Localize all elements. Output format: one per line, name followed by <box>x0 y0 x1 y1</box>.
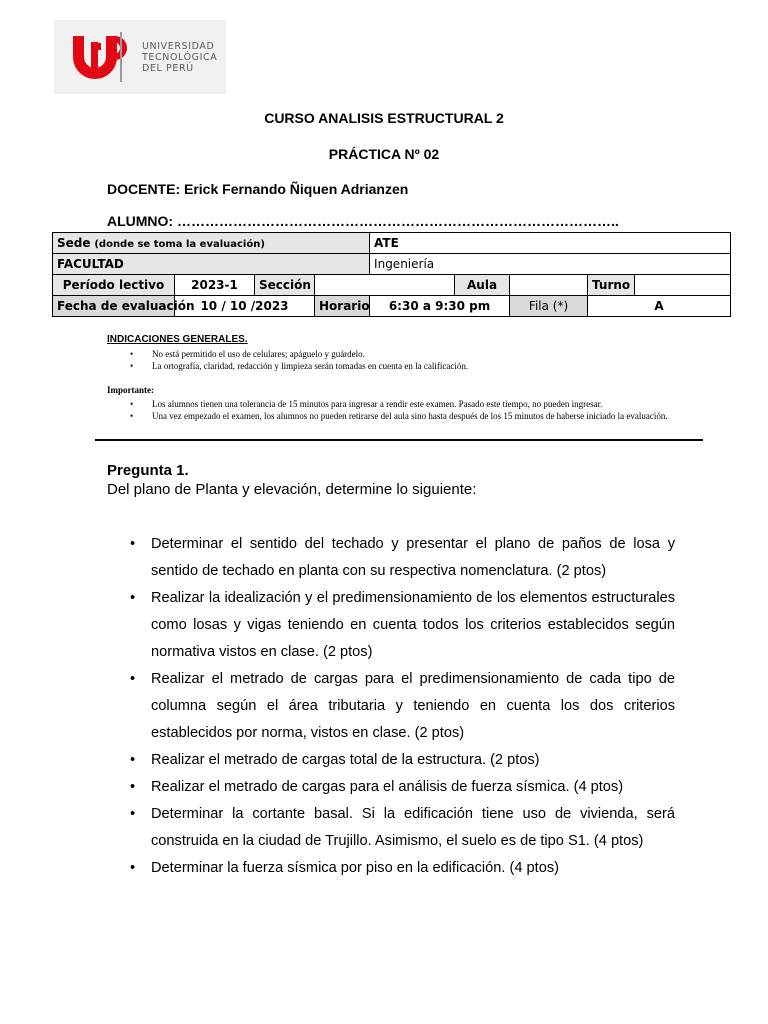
sede-value: ATE <box>370 233 731 254</box>
horario-value: 6:30 a 9:30 pm <box>370 296 510 317</box>
list-item: • La ortografía, claridad, redacción y limpieza serán tomadas en cuenta en la calificación. <box>130 360 690 372</box>
aula-label: Aula <box>455 275 510 296</box>
periodo-label: Período lectivo <box>53 275 175 296</box>
teacher-name: DOCENTE: Erick Fernando Ñiquen Adrianzen <box>107 181 409 197</box>
list-item: • No está permitido el uso de celulares; apáguelo y guárdelo. <box>130 348 690 360</box>
course-title: CURSO ANALISIS ESTRUCTURAL 2 <box>264 110 504 126</box>
question-task-list <box>130 531 675 882</box>
question-title: Pregunta 1. <box>107 462 189 479</box>
list-item: • Realizar el metrado de cargas para el análisis de fuerza sísmica. (4 ptos) <box>130 774 675 801</box>
section-divider <box>95 439 703 441</box>
university-logo <box>54 20 226 94</box>
practice-title: PRÁCTICA Nº 02 <box>328 146 440 162</box>
fila-label: Fila (*) <box>510 296 588 317</box>
seccion-value <box>315 275 455 296</box>
turno-label: Turno <box>588 275 635 296</box>
fecha-label: Fecha de evaluación <box>53 296 175 317</box>
sede-row <box>53 233 731 254</box>
horario-label: Horario <box>315 296 370 317</box>
indicaciones-list <box>130 348 690 372</box>
list-item: • Determinar la cortante basal. Si la edificación tiene uso de vivienda, será construida en la ciudad de Trujillo. Asimismo, el suelo es de tipo S1. (4 ptos) <box>130 801 675 855</box>
student-field[interactable]: ALUMNO: ………………………………………………………………………………….. <box>107 213 619 229</box>
list-item: • Realizar la idealización y el predimensionamiento de los elementos estructurales como losas y vigas teniendo en cuenta todos los criterios establecidos según normativa vistos en clase. (2 ptos) <box>130 585 675 666</box>
periodo-value: 2023-1 <box>175 275 255 296</box>
fecha-row <box>53 296 731 317</box>
facultad-label: FACULTAD <box>53 254 370 275</box>
seccion-label: Sección <box>255 275 315 296</box>
periodo-row <box>53 275 731 296</box>
facultad-row <box>53 254 731 275</box>
list-item: • Realizar el metrado de cargas total de la estructura. (2 ptos) <box>130 747 675 774</box>
university-name: UNIVERSIDAD TECNOLÓGICA DEL PERÚ <box>142 41 218 74</box>
question-intro: Del plano de Planta y elevación, determine lo siguiente: <box>107 481 477 498</box>
list-item: • Una vez empezado el examen, los alumnos no pueden retirarse del aula sino hasta después de los 15 minutos de haberse iniciado la evaluación. <box>130 410 690 422</box>
importante-list <box>130 398 690 422</box>
indicaciones-title: INDICACIONES GENERALES. <box>107 334 248 345</box>
aula-value <box>510 275 588 296</box>
sede-note: (donde se toma la evaluación) <box>94 239 265 250</box>
list-item: • Los alumnos tienen una tolerancia de 15 minutos para ingresar a rendir este examen. Pasado este tiempo, no pueden ingresar. <box>130 398 690 410</box>
list-item: • Realizar el metrado de cargas para el predimensionamiento de cada tipo de columna según el área tributaria y teniendo en cuenta los dos criterios establecidos por norma, vistos en clase. (2 ptos) <box>130 666 675 747</box>
fecha-value: 10 / 10 /2023 <box>175 296 315 317</box>
turno-value <box>635 275 731 296</box>
list-item: • Determinar la fuerza sísmica por piso en la edificación. (4 ptos) <box>130 855 675 882</box>
fila-value: A <box>588 296 731 317</box>
sede-label-cell <box>53 233 370 254</box>
sede-label: Sede <box>57 236 91 250</box>
list-item: • Determinar el sentido del techado y presentar el plano de paños de losa y sentido de techado en planta con su respectiva nomenclatura. (2 ptos) <box>130 531 675 585</box>
facultad-value: Ingeniería <box>370 254 731 275</box>
utp-logo-icon <box>68 30 136 86</box>
importante-title: Importante: <box>107 385 154 395</box>
exam-info-table <box>52 232 731 317</box>
